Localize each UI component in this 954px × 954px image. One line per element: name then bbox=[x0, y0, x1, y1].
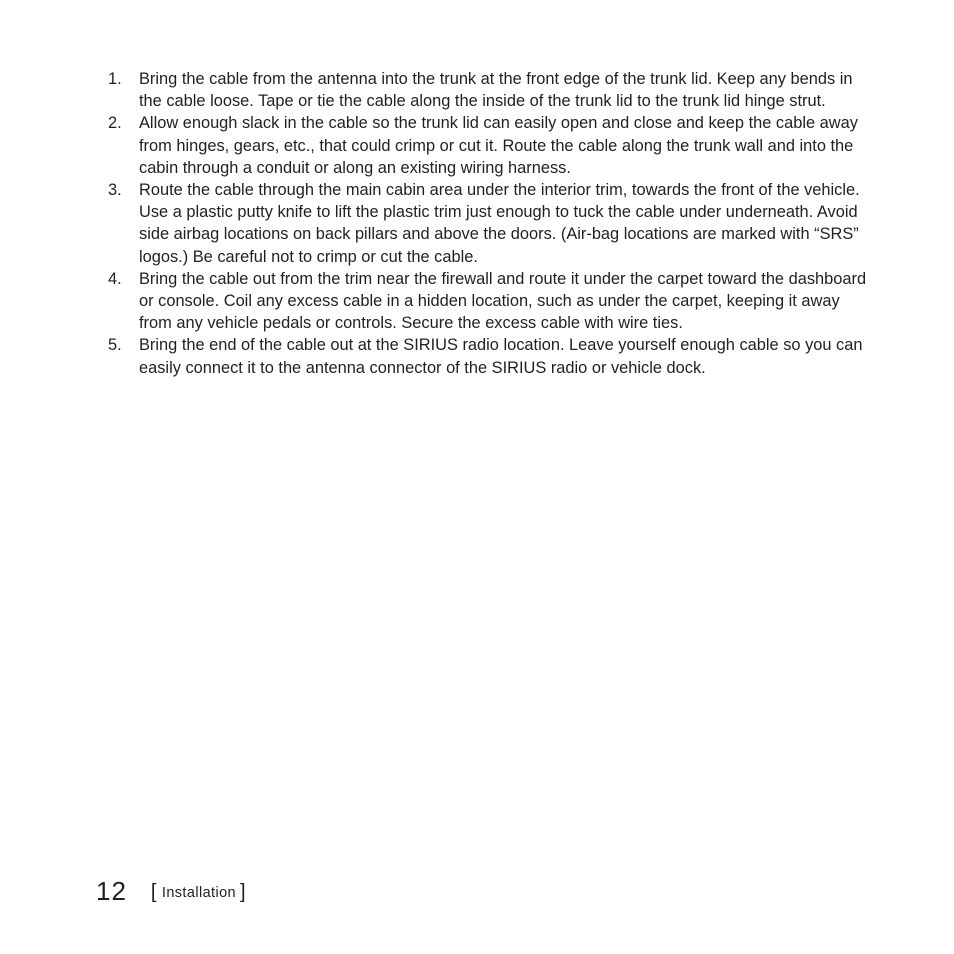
section-label: Installation bbox=[161, 885, 237, 901]
step-number: 5. bbox=[108, 336, 122, 355]
page-footer bbox=[96, 876, 246, 907]
section-label-group bbox=[151, 880, 246, 903]
step-text: Bring the end of the cable out at the SIRIUS radio location. Leave yourself enough cable so you can easily connect it to the antenna connector of the SIRIUS radio or vehicle dock. bbox=[139, 336, 863, 377]
step-item-4 bbox=[108, 268, 868, 335]
step-text: Allow enough slack in the cable so the trunk lid can easily open and close and keep the cable away from hinges, gears, etc., that could crimp or cut it. Route the cable along the trunk wall and into the cabin through a conduit or along an existing wiring harness. bbox=[139, 114, 858, 177]
step-item-2 bbox=[108, 112, 868, 179]
step-text: Bring the cable from the antenna into the trunk at the front edge of the trunk lid. Keep any bends in the cable loose. Tape or tie the cable along the inside of the trunk lid to the trunk lid hinge strut. bbox=[139, 70, 853, 111]
step-number: 3. bbox=[108, 181, 122, 200]
installation-steps-list bbox=[108, 68, 868, 379]
step-text: Route the cable through the main cabin area under the interior trim, towards the front of the vehicle. Use a plastic putty knife to lift the plastic trim just enough to tuck the cable under underneath. Avoid side airbag locations on back pillars and above the doors. (Air-bag locations are marked with “SRS” logos.) Be careful not to crimp or cut the cable. bbox=[139, 181, 860, 266]
bracket-close: ] bbox=[240, 881, 246, 903]
step-text: Bring the cable out from the trim near the firewall and route it under the carpet toward the dashboard or console. Coil any excess cable in a hidden location, such as under the carpet, keeping it away from any vehicle pedals or controls. Secure the excess cable with wire ties. bbox=[139, 269, 867, 333]
step-item-1 bbox=[108, 68, 868, 112]
bracket-open: [ bbox=[150, 881, 157, 903]
step-number: 2. bbox=[108, 114, 122, 133]
step-item-5 bbox=[108, 334, 868, 378]
step-item-3 bbox=[108, 179, 868, 268]
step-number: 4. bbox=[108, 269, 122, 288]
page-number: 12 bbox=[96, 876, 127, 906]
step-number: 1. bbox=[108, 70, 122, 88]
